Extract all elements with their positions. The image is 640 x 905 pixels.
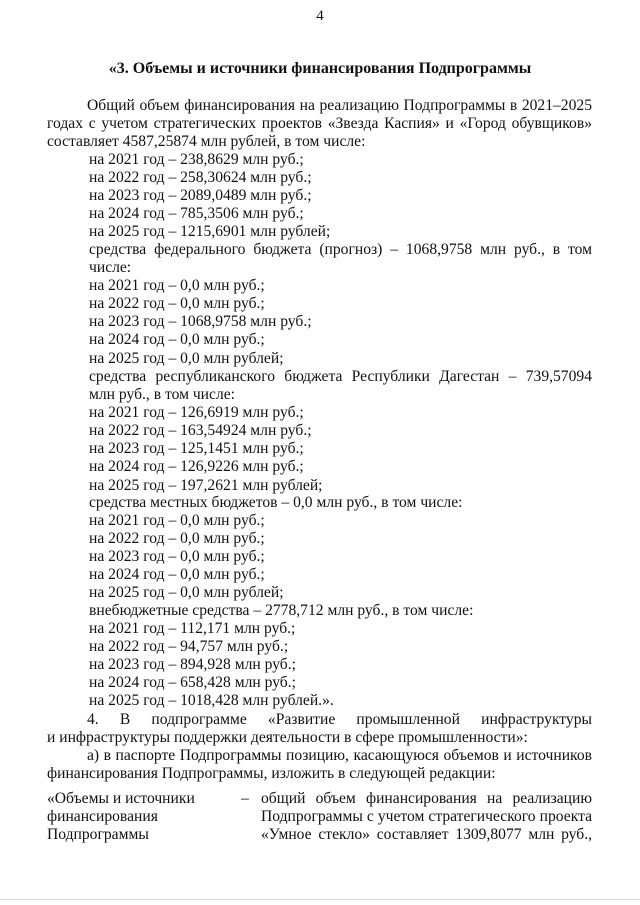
year-item: на 2023 год – 2089,0489 млн руб.;: [89, 187, 312, 205]
year-item: на 2022 год – 0,0 млн руб.;: [89, 295, 265, 313]
year-item: на 2024 год – 0,0 млн руб.;: [89, 331, 265, 349]
federal-budget-block: [47, 241, 592, 368]
passport-row-value: [261, 790, 592, 844]
section-heading: «3. Объемы и источники финансирования Подпрограммы: [108, 60, 532, 77]
year-item: на 2023 год – 894,928 млн руб.;: [89, 656, 296, 674]
year-item: на 2024 год – 785,3506 млн руб.;: [89, 205, 304, 223]
intro-line: Общий объем финансирования на реализацию Подпрограммы в 2021–2025: [87, 97, 592, 114]
local-heading: средства местных бюджетов – 0,0 млн руб., в том числе:: [89, 494, 463, 511]
passport-label-line: финансирования: [47, 808, 158, 826]
total-by-year-list: [47, 151, 592, 241]
year-item: на 2023 год – 125,1451 млн руб.;: [89, 440, 304, 458]
federal-heading: средства федерального бюджета (прогноз) – 1068,9758 млн руб., в том: [89, 241, 592, 258]
item-4-line: и инфраструктуры поддержки деятельности в сфере промышленности»:: [47, 729, 528, 747]
item-4-line: 4. В подпрограмме «Развитие промышленной инфраструктуры: [87, 711, 592, 728]
federal-heading-cont: числе:: [89, 259, 132, 277]
year-item: на 2022 год – 258,30624 млн руб.;: [89, 169, 312, 187]
year-item: на 2024 год – 0,0 млн руб.;: [89, 566, 265, 584]
year-item: на 2021 год – 238,8629 млн руб.;: [89, 151, 304, 168]
scan-edge-line: [0, 899, 640, 900]
intro-line: составляет 4587,25874 млн рублей, в том числе:: [47, 133, 366, 151]
republic-budget-block: [47, 368, 592, 495]
item-4a-paragraph: [47, 747, 592, 783]
passport-label-line: «Объемы и источники: [47, 790, 195, 807]
year-item: на 2025 год – 197,2621 млн рублей;: [89, 476, 323, 494]
year-item: на 2022 год – 0,0 млн руб.;: [89, 530, 265, 548]
year-item: на 2025 год – 0,0 млн рублей;: [89, 349, 284, 367]
item-4a-line: финансирования Подпрограммы, изложить в следующей редакции:: [47, 765, 496, 783]
year-item: на 2022 год – 163,54924 млн руб.;: [89, 422, 312, 440]
passport-value-line: «Умное стекло» составляет 1309,8077 млн руб.,: [261, 826, 592, 844]
year-item: на 2024 год – 658,428 млн руб.;: [89, 674, 296, 692]
item-4a-line: а) в паспорте Подпрограммы позицию, касающуюся объемов и источников: [87, 747, 592, 764]
year-item: на 2024 год – 126,9226 млн руб.;: [89, 458, 304, 476]
intro-line: годах с учетом стратегических проектов «Звезда Каспия» и «Город обувщиков»: [47, 115, 592, 133]
year-item: на 2021 год – 112,171 млн руб.;: [89, 620, 296, 638]
year-item: на 2023 год – 0,0 млн руб.;: [89, 548, 265, 566]
intro-paragraph: [47, 97, 592, 151]
item-4-paragraph: [47, 711, 592, 747]
extrabudget-heading: внебюджетные средства – 2778,712 млн руб., в том числе:: [89, 602, 474, 619]
republic-heading: средства республиканского бюджета Республики Дагестан – 739,57094: [89, 368, 592, 385]
year-item: на 2021 год – 0,0 млн руб.;: [89, 512, 265, 530]
passport-value-line: Подпрограммы с учетом стратегического проекта: [261, 808, 592, 826]
year-item: на 2025 год – 1215,6901 млн рублей;: [89, 223, 331, 241]
year-item: на 2023 год – 1068,9758 млн руб.;: [89, 313, 312, 331]
passport-row-label: [47, 790, 237, 844]
year-item: на 2021 год – 0,0 млн руб.;: [89, 277, 265, 295]
passport-label-line: Подпрограммы: [47, 826, 149, 844]
extrabudget-block: [47, 602, 592, 711]
republic-heading-cont: млн руб., в том числе:: [89, 386, 235, 404]
passport-value-line: общий объем финансирования на реализацию: [261, 790, 592, 807]
year-item: на 2025 год – 1018,428 млн рублей.».: [89, 692, 334, 710]
year-item: на 2025 год – 0,0 млн рублей;: [89, 584, 284, 602]
year-item: на 2021 год – 126,6919 млн руб.;: [89, 404, 304, 422]
local-budget-block: [47, 494, 592, 603]
passport-row-dash: –: [241, 790, 249, 807]
year-item: на 2022 год – 94,757 млн руб.;: [89, 638, 289, 656]
page-number: 4: [316, 8, 324, 24]
